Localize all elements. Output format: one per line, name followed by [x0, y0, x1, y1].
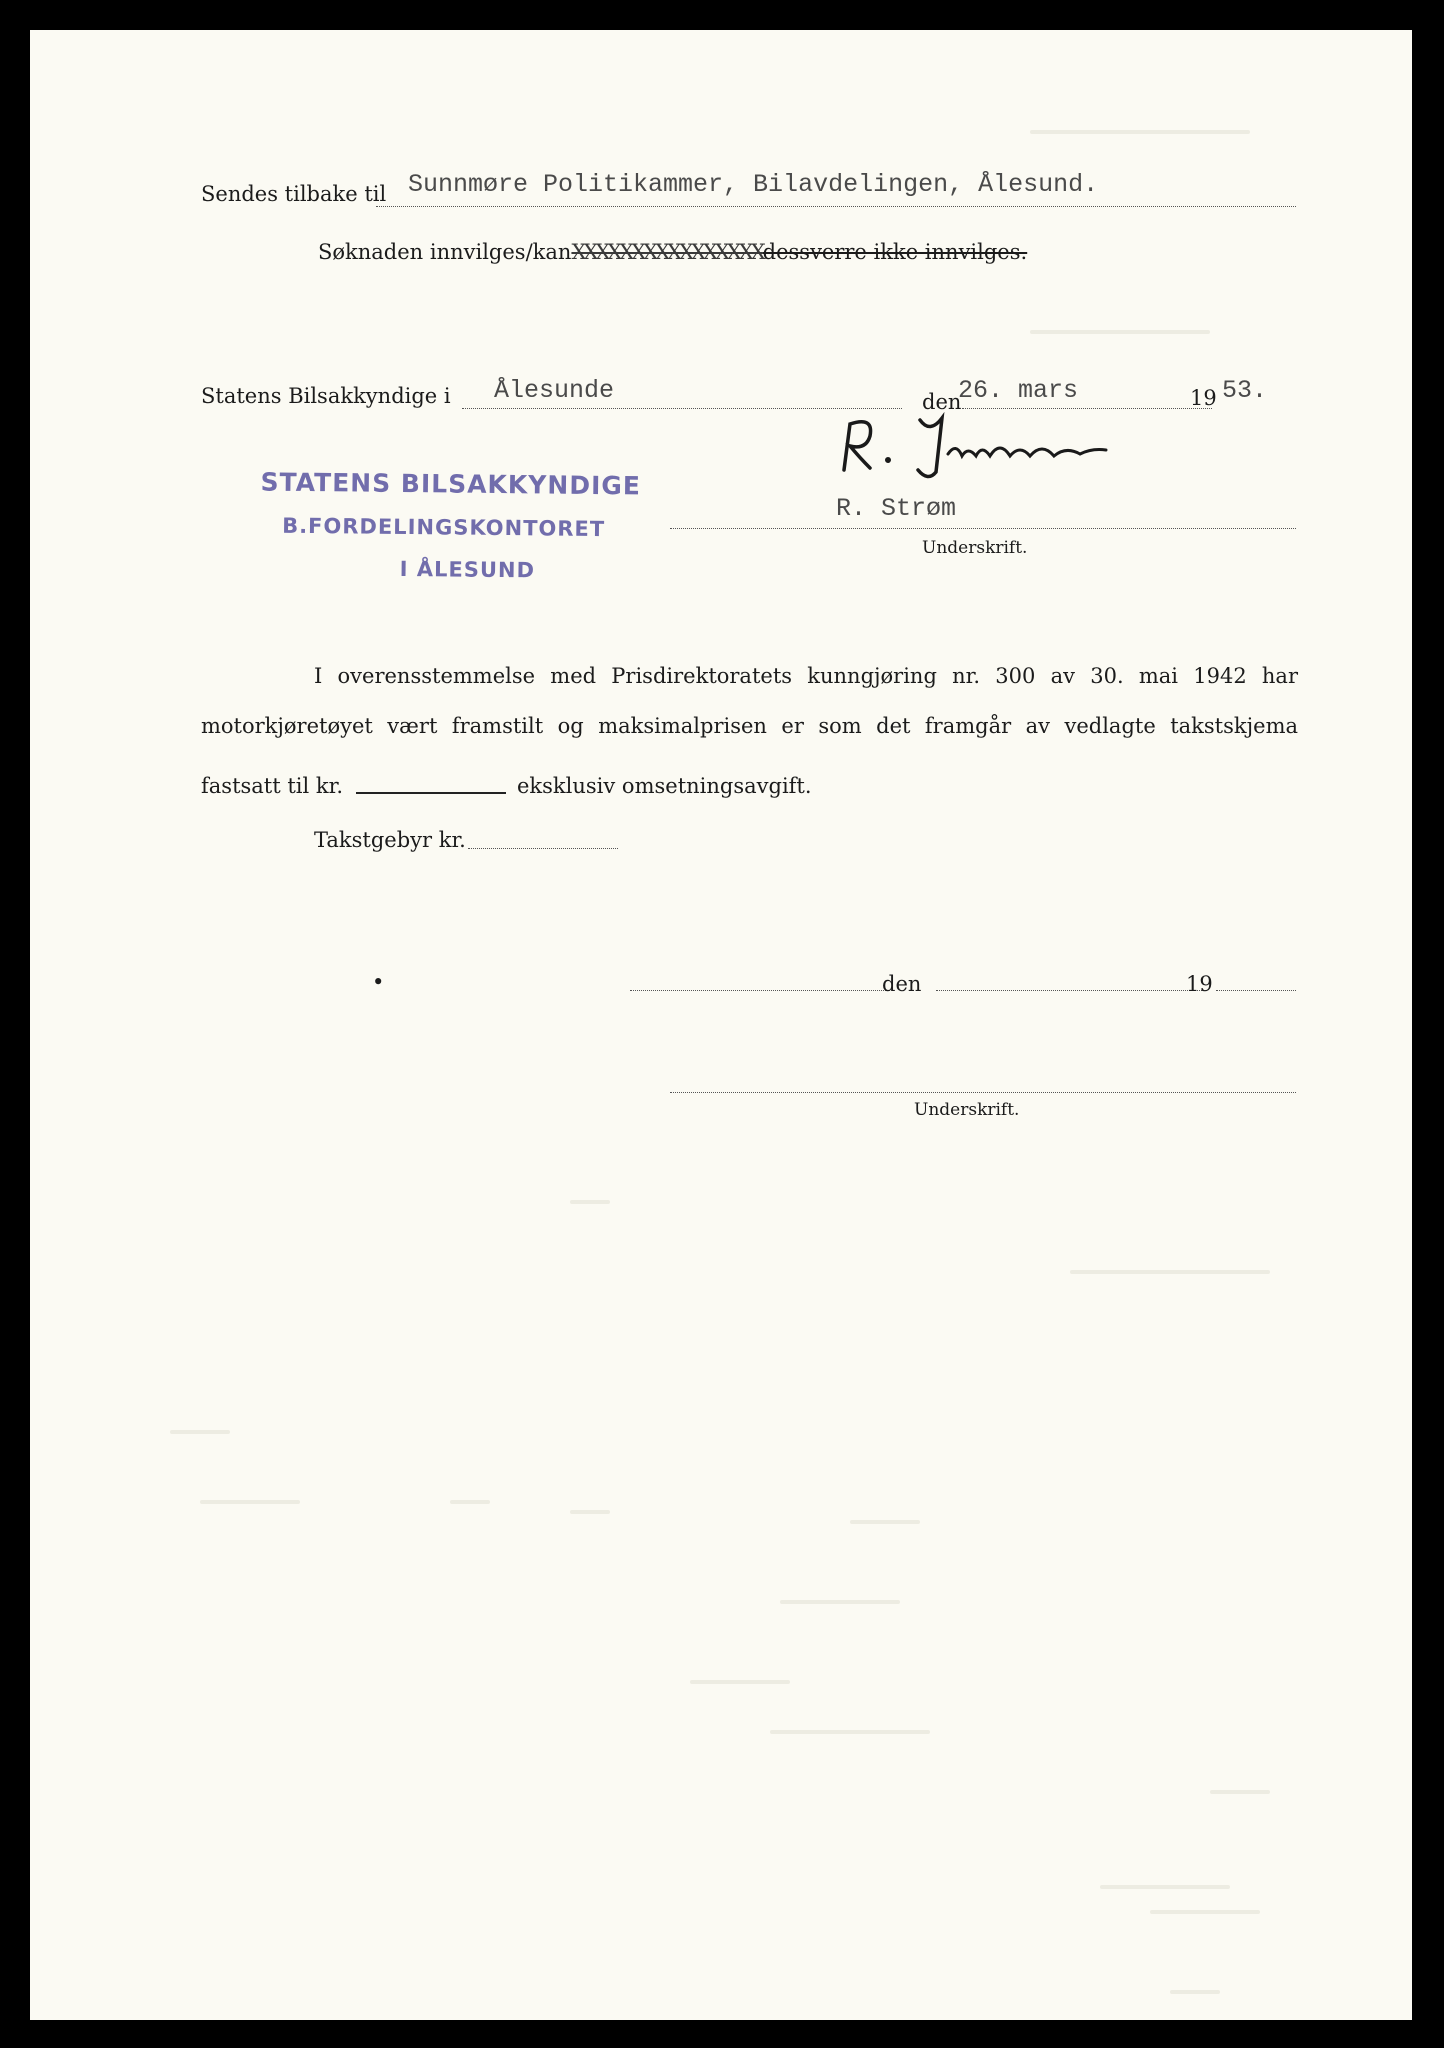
bullet-dot: •: [372, 970, 385, 994]
stamp-line-2: B.FORDELINGSKONTORET: [282, 513, 606, 542]
den-label-2: den: [882, 972, 922, 996]
office-label: Statens Bilsakkyndige i: [201, 384, 451, 408]
den-label-1: den: [922, 390, 962, 414]
send-back-dotted-line: [376, 206, 1296, 207]
body-line-1: I overensstemmelse med Prisdirektoratets kunngjøring nr. 300 av 30. mai 1942 har: [314, 664, 1298, 688]
year-dotted-line-2: [1216, 990, 1296, 991]
handwritten-signature: [830, 410, 1130, 490]
application-status-line: [318, 240, 1027, 264]
document-page: [30, 30, 1412, 2020]
underskrift-label-1: Underskrift.: [922, 538, 1028, 558]
date-value-1: 26. mars: [958, 376, 1079, 405]
underskrift-label-2: Underskrift.: [914, 1100, 1020, 1120]
stamp-line-1: STATENS BILSAKKYNDIGE: [260, 467, 642, 501]
send-back-value: Sunnmøre Politikammer, Bilavdelingen, Ålesund.: [408, 170, 1099, 199]
signature-typed-name: R. Strøm: [836, 494, 957, 523]
year-prefix-1: 19: [1190, 386, 1217, 410]
body-line-2: motorkjøretøyet vært framstilt og maksimalprisen er som det framgår av vedlagte takstskjema: [201, 714, 1298, 738]
place-dotted-line-2: [630, 990, 890, 991]
fee-label: Takstgebyr kr.: [314, 828, 466, 852]
date-dotted-line-1: [962, 408, 1212, 409]
signature-dotted-line-2: [670, 1092, 1296, 1093]
office-value: Ålesunde: [494, 376, 615, 405]
stamp-line-3: I ÅLESUND: [399, 556, 536, 583]
send-back-label: Sendes tilbake til: [201, 182, 387, 206]
crossed-x-marks: XXXXXXXXXXXXXXXX: [571, 240, 763, 264]
year-prefix-2: 19: [1186, 972, 1213, 996]
application-prefix: Søknaden innvilges/kan: [318, 240, 572, 264]
office-stamp: [259, 467, 740, 612]
year-suffix-1: 53.: [1222, 376, 1268, 405]
crossed-text: dessverre ikke innvilges.: [762, 240, 1028, 264]
fee-dotted-line: [468, 848, 618, 849]
price-blank-line: [356, 792, 506, 794]
price-suffix: eksklusiv omsetningsavgift.: [517, 774, 812, 798]
price-prefix: fastsatt til kr.: [201, 774, 344, 798]
office-dotted-line: [462, 408, 902, 409]
signature-dotted-line-1: [670, 528, 1296, 529]
date-dotted-line-2: [936, 990, 1206, 991]
